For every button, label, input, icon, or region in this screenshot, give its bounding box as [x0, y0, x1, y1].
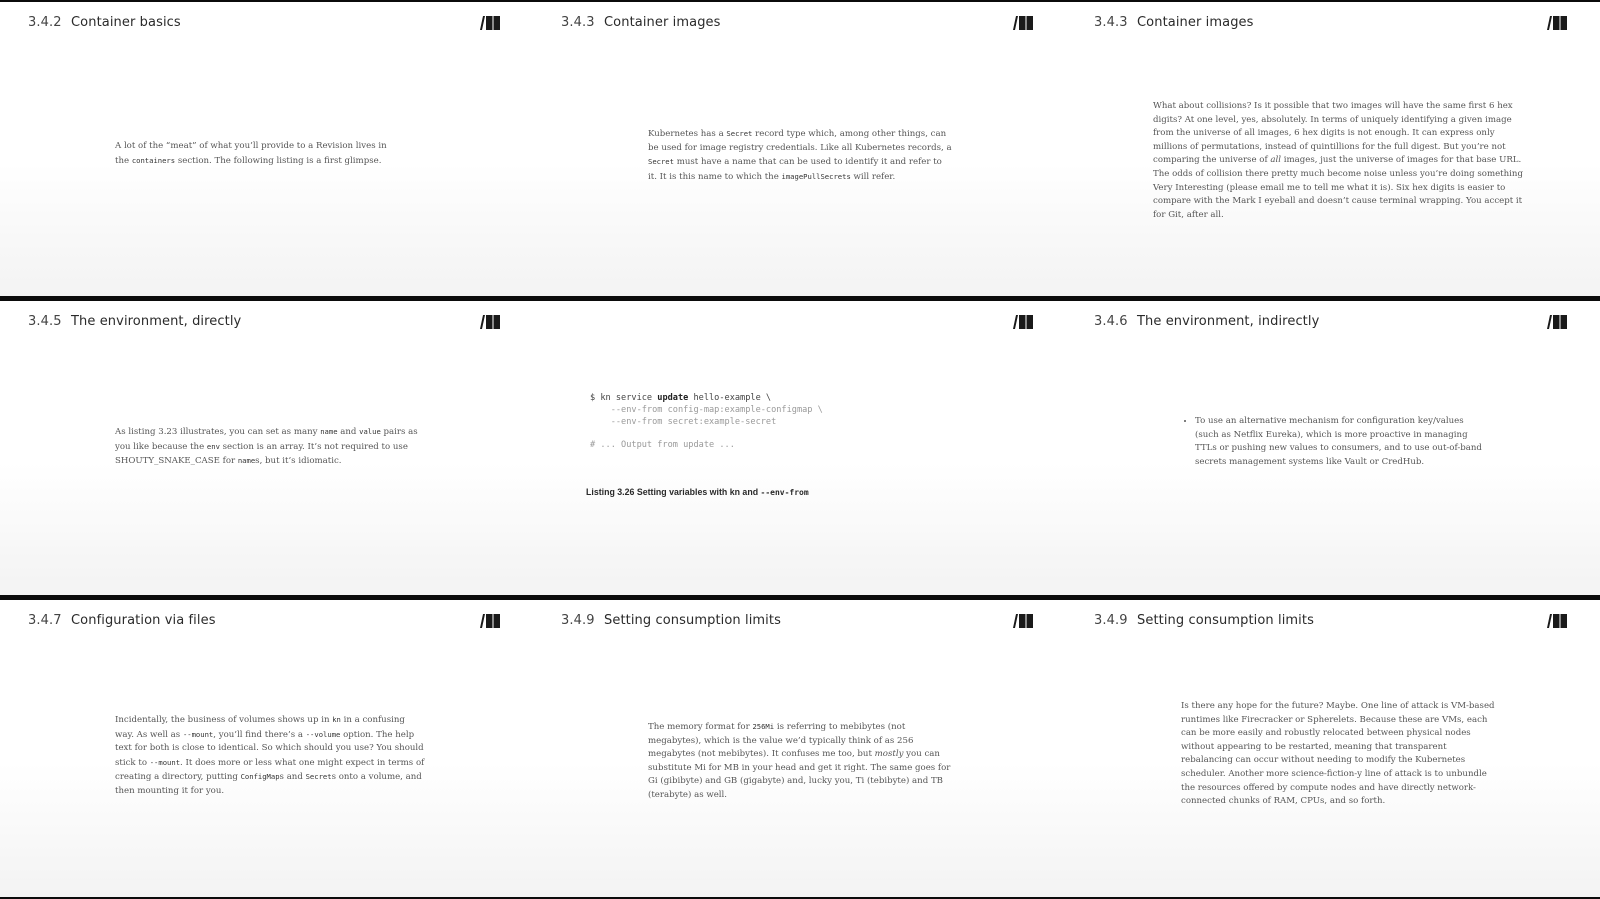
slide-header: [561, 613, 781, 628]
slide-4[interactable]: [0, 301, 533, 595]
section-title: Setting consumption limits: [604, 613, 781, 628]
slide-body-text: What about collisions? Is it possible that two images will have the same first 6 hex digits? At one level, yes, absolutely. In terms of uniquely identifying a given image from the universe of all images, 6 hex digits is not enough. It can express only millions of permutations, instead of quintillions for the full digest. But you’re not comparing the universe of all images, just the universe of images for that base URL. The odds of collision there pretty much become noise unless you’re doing something Very Interesting (please email me to tell me what it is). Six hex digits is easier to compare with the Mark I eyeball and doesn’t cause terminal wrapping. You accept it for Git, after all.: [1153, 101, 1523, 220]
slide-body-text: The memory format for 256Mi is referring to mebibytes (not megabytes), which is the value we’d typically think of as 256 megabytes (not mebibytes). It confuses me too, but mostly you can substitute Mi for MB in your head and get it right. The same goes for Gi (gibibyte) and GB (gigabyte) and, lucky you, Ti (tebibyte) and TB (terabyte) as well.: [648, 722, 951, 800]
slide-header: [1094, 15, 1254, 30]
slide-body-text: [1184, 415, 1489, 469]
section-title: The environment, directly: [71, 314, 242, 329]
section-title: The environment, indirectly: [1137, 314, 1320, 329]
slide-9[interactable]: [1066, 600, 1600, 897]
section-number: 3.4.5: [28, 314, 62, 329]
code-line: $ kn service update hello-example \: [590, 393, 772, 403]
slide-2[interactable]: [533, 2, 1066, 296]
slide-header: [28, 15, 181, 30]
slide-header: [1094, 314, 1319, 329]
section-number: 3.4.7: [28, 613, 62, 628]
slide-6[interactable]: [1066, 301, 1600, 595]
section-number: 3.4.3: [1094, 15, 1128, 30]
slide-body-text: Kubernetes has a Secret record type which, among other things, can be used for image registry credentials. Like all Kubernetes records, a Secret must have a name that can be used to identify it and refer to it. It is this name to which the imagePullSecrets will refer.: [648, 129, 952, 182]
slide-1[interactable]: [0, 2, 533, 296]
section-title: Container basics: [71, 15, 181, 30]
slide-header: [28, 314, 241, 329]
section-number: 3.4.6: [1094, 314, 1128, 329]
book-icon[interactable]: [1546, 15, 1568, 31]
section-number: 3.4.2: [28, 15, 62, 30]
book-icon[interactable]: [1546, 613, 1568, 629]
section-title: Container images: [604, 15, 721, 30]
book-icon[interactable]: [479, 15, 501, 31]
slide-header: [1094, 613, 1314, 628]
slide-body-text: Is there any hope for the future? Maybe. One line of attack is VM-based runtimes like Firecracker or Spherelets. Because these are VMs, each can be more easily and robustly relocated between physical nodes without appearing to be restarted, meaning that transparent rebalancing can occur without needing to modify the Kubernetes scheduler. Another more science-fiction-y line of attack is to unbundle the resources offered by compute nodes and have directly network-connected chunks of RAM, CPUs, and so forth.: [1181, 701, 1495, 807]
book-icon[interactable]: [1012, 15, 1034, 31]
section-number: 3.4.3: [561, 15, 595, 30]
slide-7[interactable]: [0, 600, 533, 897]
section-number: 3.4.9: [1094, 613, 1128, 628]
section-title: Setting consumption limits: [1137, 613, 1314, 628]
code-listing: [590, 393, 823, 452]
list-item: • To use an alternative mechanism for configuration key/values (such as Netflix Eureka), which is more proactive in managing TTLs or pushing new values to consumers, and to use out-of-band secrets management systems like Vault or CredHub.: [1195, 415, 1489, 469]
code-comment: # ... Output from update ...: [590, 440, 735, 451]
slide-5[interactable]: [533, 301, 1066, 595]
section-title: Configuration via files: [71, 613, 216, 628]
slide-8[interactable]: [533, 600, 1066, 897]
slide-body-text: As listing 3.23 illustrates, you can set as many name and value pairs as you like because the env section is an array. It’s not required to use SHOUTY_SNAKE_CASE for names, but it’s idiomatic.: [115, 427, 418, 467]
section-number: 3.4.9: [561, 613, 595, 628]
slide-body-text: A lot of the “meat” of what you’ll provide to a Revision lives in the containers section. The following listing is a first glimpse.: [115, 141, 387, 166]
code-line: --env-from secret:example-secret: [590, 416, 777, 427]
listing-caption: Listing 3.26 Setting variables with kn and --env-from: [586, 487, 809, 497]
book-icon[interactable]: [479, 613, 501, 629]
book-icon[interactable]: [479, 314, 501, 330]
slide-header: [561, 15, 721, 30]
book-icon[interactable]: [1546, 314, 1568, 330]
slide-body-text: Incidentally, the business of volumes shows up in kn in a confusing way. As well as --mount, you’ll find there’s a --volume option. The help text for both is close to identical. So which should you use? You should stick to --mount. It does more or less what one might expect in terms of creating a directory, putting ConfigMaps and Secrets onto a volume, and then mounting it for you.: [115, 715, 425, 796]
section-title: Container images: [1137, 15, 1254, 30]
slide-header: [28, 613, 216, 628]
code-line: --env-from config-map:example-configmap \: [590, 404, 823, 415]
book-icon[interactable]: [1012, 314, 1034, 330]
book-icon[interactable]: [1012, 613, 1034, 629]
slide-3[interactable]: [1066, 2, 1600, 296]
